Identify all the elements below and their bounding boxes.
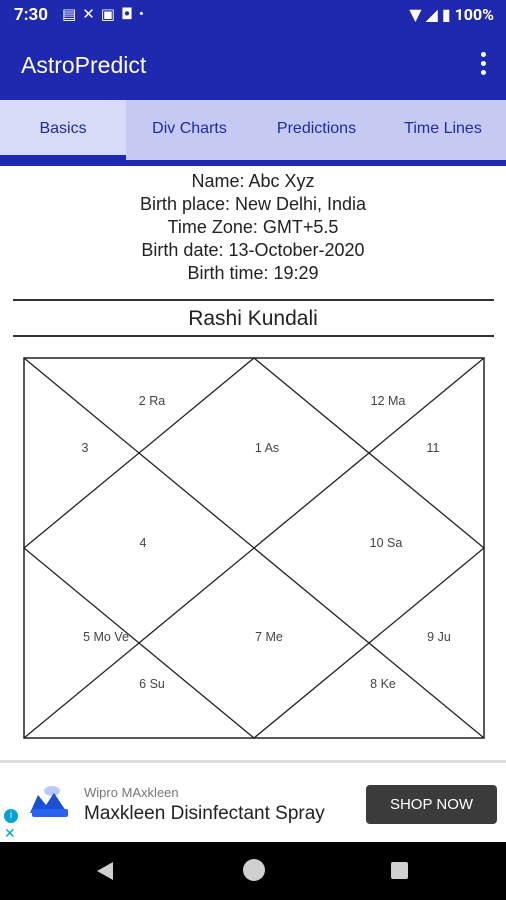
ad-title[interactable]: Maxkleen Disinfectant Spray — [84, 803, 325, 824]
birth-date: Birth date: 13-October-2020 — [141, 240, 365, 260]
more-vert-icon[interactable] — [478, 52, 488, 78]
house-5: 5 Mo Ve — [83, 630, 129, 644]
ad-banner[interactable] — [0, 760, 506, 842]
app-title: AstroPredict — [21, 52, 147, 78]
battery-icon: ▮ — [441, 5, 451, 24]
tab-bar — [0, 100, 506, 166]
tab-predictions[interactable]: Predictions — [276, 120, 357, 137]
tab-basics[interactable]: Basics — [0, 100, 126, 158]
house-8: 8 Ke — [370, 677, 396, 691]
missed-call-icon: ✕ — [82, 5, 101, 23]
ad-close-icon[interactable]: ✕ — [4, 825, 16, 841]
recents-icon[interactable] — [391, 862, 408, 879]
house-12: 12 Ma — [370, 394, 406, 408]
signal-icon: ◢ — [425, 5, 438, 24]
tab-div-charts[interactable]: Div Charts — [152, 120, 227, 137]
house-9: 9 Ju — [427, 630, 451, 644]
house-1: 1 As — [254, 441, 280, 455]
status-right — [405, 5, 494, 24]
status-time: 7:30 — [14, 5, 49, 25]
app-bar — [0, 30, 506, 100]
birth-name: Name: Abc Xyz — [191, 171, 315, 191]
voicemail-icon: ◘ — [120, 5, 139, 23]
divider-bottom — [13, 335, 494, 337]
house-4: 4 — [139, 536, 147, 550]
notification-icon: ▣ — [100, 5, 121, 23]
house-10: 10 Sa — [369, 536, 403, 550]
birth-time: Birth time: 19:29 — [187, 263, 319, 283]
tab-bar-divider — [0, 160, 506, 166]
message-icon: ▤ — [62, 5, 83, 23]
home-icon[interactable] — [243, 859, 265, 881]
house-3: 3 — [81, 441, 89, 455]
birth-info — [0, 170, 506, 285]
house-2: 2 Ra — [138, 394, 166, 408]
ad-info-icon[interactable]: i — [4, 809, 18, 823]
chart-title: Rashi Kundali — [188, 307, 318, 330]
house-11: 11 — [426, 441, 440, 455]
rashi-kundali-chart — [23, 357, 485, 739]
system-nav-bar — [0, 842, 506, 900]
birth-timezone: Time Zone: GMT+5.5 — [167, 217, 339, 237]
back-icon[interactable] — [97, 862, 113, 880]
house-6: 6 Su — [139, 677, 165, 691]
shop-now-button[interactable]: SHOP NOW — [366, 785, 497, 824]
wifi-icon: ▼ — [409, 5, 422, 24]
tab-time-lines[interactable]: Time Lines — [404, 120, 482, 137]
dot-icon: • — [138, 5, 150, 23]
house-7: 7 Me — [255, 630, 283, 644]
divider-top — [13, 299, 494, 301]
birth-place: Birth place: New Delhi, India — [139, 194, 367, 214]
notification-icons — [62, 5, 150, 23]
status-bar — [0, 0, 506, 30]
ad-logo — [26, 783, 72, 821]
ad-brand: Wipro MAxkleen — [84, 785, 179, 800]
battery-level: 100% — [454, 5, 494, 24]
